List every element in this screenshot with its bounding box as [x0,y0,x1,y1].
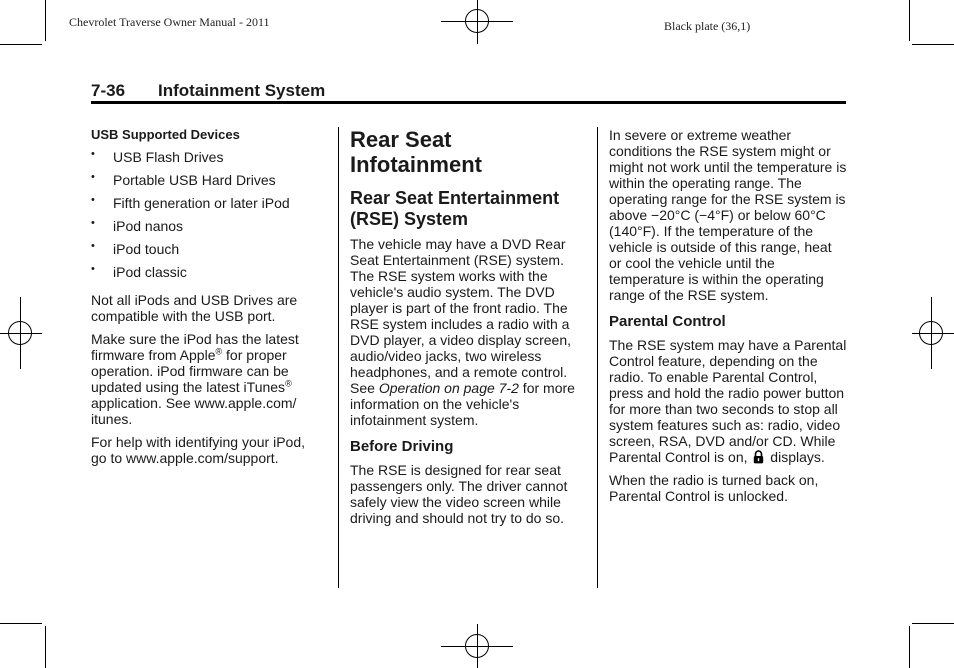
bullet-icon: • [91,171,95,183]
column-divider [338,127,339,588]
column-divider [597,127,598,588]
rse-intro-paragraph: The vehicle may have a DVD Rear Seat Entertainment (RSE) system. The RSE system works with the vehicle's audio system. The DVD player is part of the front radio. The RSE system includes a radio with a DVD player, a video display screen, audio/video jacks, two wireless headphones, and a remote control. See Operation on page 7-2 for more information on the vehicle's infotainment system. [350,236,575,428]
temperature-paragraph: In severe or extreme weather conditions the RSE system might or might not work until the temperature is within the operating range. The operating range for the RSE system is above −20°C (−4°F) or below 60°C (140°F). If the temperature of the vehicle is outside of this range, heat or cool the vehicle until the temperature is within the operating range of the RSE system. [609,127,847,303]
bullet-icon: • [91,148,95,160]
bullet-icon: • [91,240,95,252]
support-note: For help with identifying your iPod, go to www.apple.com/support. [91,434,305,466]
header-rule [91,101,846,104]
crop-mark [0,44,42,45]
crop-mark [45,626,46,668]
list-item: • Portable USB Hard Drives [91,171,276,188]
before-driving-heading: Before Driving [350,438,454,455]
parental-control-heading: Parental Control [609,313,726,330]
compatibility-note: Not all iPods and USB Drives are compatible with the USB port. [91,292,298,324]
section-title: Infotainment System [158,81,326,100]
cross-reference: Operation on page 7-2 [378,380,519,396]
firmware-note: Make sure the iPod has the latest firmware from Apple® for proper operation. iPod firmware can be updated using the latest iTunes® application. See www.apple.com/ itunes. [91,331,299,427]
crop-mark [912,623,954,624]
parental-control-paragraph: The RSE system may have a Parental Control feature, depending on the radio. To enable Parental Control, press and hold the radio power button for more than two seconds to stop all system features such as: radio, video screen, RSA, DVD and/or CD. While Parental Control is on, displays. [609,337,847,465]
list-item: • iPod classic [91,263,187,280]
usb-devices-heading: USB Supported Devices [91,127,240,142]
bullet-icon: • [91,217,95,229]
radio-on-paragraph: When the radio is turned back on, Parental Control is unlocked. [609,472,819,504]
column-2 [350,127,588,533]
column-3 [609,127,847,511]
rse-system-heading: Rear Seat Entertainment (RSE) System [350,188,560,229]
crop-mark [912,44,954,45]
usb-devices-list [91,149,319,287]
slug-plate: Black plate (36,1) [664,19,751,33]
bullet-icon: • [91,263,95,275]
page-number: 7-36 [91,81,126,100]
column-1 [91,127,319,473]
before-driving-paragraph: The RSE is designed for rear seat passengers only. The driver cannot safely view the video screen while driving and should not try to do so. [350,462,568,526]
registered-mark: ® [285,378,292,389]
chapter-title: Rear Seat Infotainment [350,127,482,177]
list-item: • iPod touch [91,240,180,257]
crop-mark [909,626,910,668]
crop-mark [0,623,42,624]
lock-icon [753,450,764,464]
list-item: • USB Flash Drives [91,148,224,165]
bullet-icon: • [91,194,95,206]
crop-mark [45,0,46,41]
registered-mark: ® [215,346,223,357]
list-item: • iPod nanos [91,217,184,234]
list-item: • Fifth generation or later iPod [91,194,290,211]
crop-mark [909,0,910,41]
slug-title: Chevrolet Traverse Owner Manual - 2011 [69,15,270,29]
